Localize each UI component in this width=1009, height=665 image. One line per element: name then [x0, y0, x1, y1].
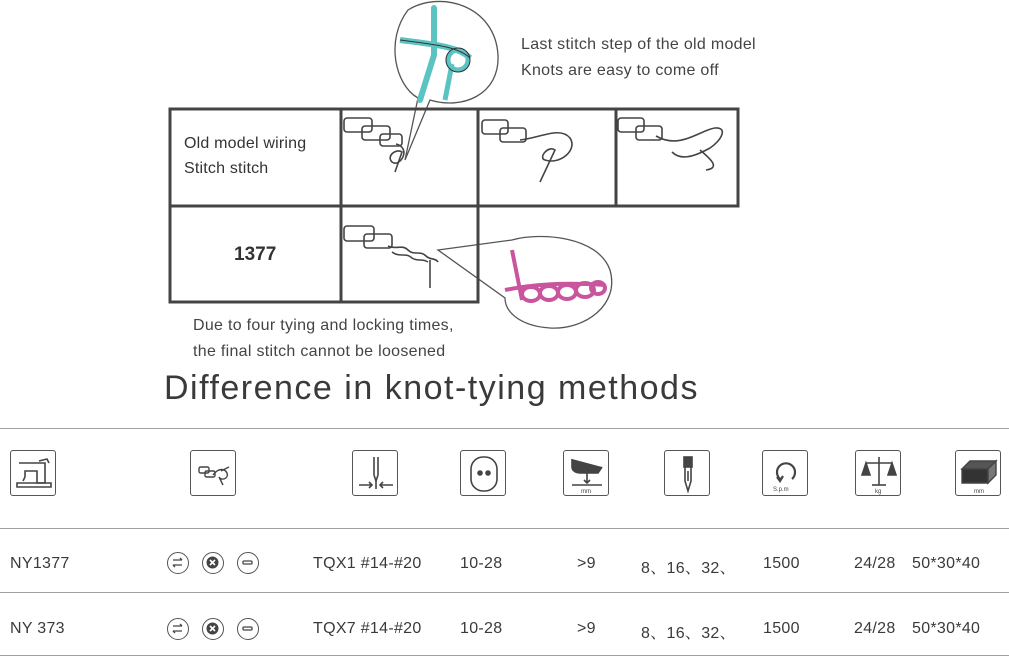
old-stitch-drawing-1	[344, 118, 404, 172]
needle-system: TQX7 #14-#20	[313, 620, 422, 637]
speed-unit: S.p.m	[773, 487, 789, 493]
model-name: NY 373	[10, 620, 65, 637]
minus-icon	[237, 618, 259, 640]
presser-foot-lift-icon	[563, 450, 609, 496]
old-model-label-line-2: Stitch stitch	[184, 160, 269, 177]
bobbin-icon	[460, 450, 506, 496]
spec-divider-header	[0, 528, 1009, 529]
needle-system-icon	[352, 450, 398, 496]
speed-icon	[762, 450, 808, 496]
speed-value: 1500	[763, 620, 800, 637]
old-stitch-drawing-2	[482, 120, 572, 182]
spec-divider-row	[0, 592, 1009, 593]
speed-value: 1500	[763, 555, 800, 572]
stitch-range: 10-28	[460, 555, 503, 572]
package-value: 50*30*40	[912, 555, 981, 572]
spec-divider-top	[0, 428, 1009, 429]
new-stitch-callout	[438, 236, 612, 328]
package-size-icon	[955, 450, 1001, 496]
needle-system: TQX1 #14-#20	[313, 555, 422, 572]
no-icon	[202, 618, 224, 640]
presser-foot-unit: mm	[581, 489, 591, 495]
callout-top-line-2: Knots are easy to come off	[521, 62, 719, 79]
weight-icon	[855, 450, 901, 496]
presser-lift: >9	[577, 555, 596, 572]
callout-top-text	[521, 32, 756, 84]
minus-icon	[237, 552, 259, 574]
stitch-type-icon	[190, 450, 236, 496]
bidirectional-icon	[167, 552, 189, 574]
stitch-range: 10-28	[460, 620, 503, 637]
sewing-machine-icon	[10, 450, 56, 496]
old-model-label-line-1: Old model wiring	[184, 135, 307, 152]
callout-bottom-line-1: Due to four tying and locking times,	[193, 317, 454, 334]
presser-lift: >9	[577, 620, 596, 637]
old-model-label	[184, 131, 306, 181]
callout-bottom-line-2: the final stitch cannot be loosened	[193, 343, 446, 360]
package-unit: mm	[974, 489, 984, 495]
old-stitch-drawing-3	[618, 118, 722, 170]
new-stitch-drawing	[344, 226, 438, 288]
needle-sizes: 8、16、32、	[641, 560, 736, 577]
page-title: Difference in knot-tying methods	[164, 369, 699, 407]
weight-value: 24/28	[854, 620, 896, 637]
needle-icon	[664, 450, 710, 496]
no-icon	[202, 552, 224, 574]
spec-divider-bottom	[0, 655, 1009, 656]
old-stitch-callout	[395, 1, 498, 160]
needle-sizes: 8、16、32、	[641, 625, 736, 642]
bidirectional-icon	[167, 618, 189, 640]
weight-unit: kg	[875, 489, 882, 495]
model-name: NY1377	[10, 555, 70, 572]
weight-value: 24/28	[854, 555, 896, 572]
new-model-label: 1377	[234, 244, 277, 265]
callout-bottom-text	[193, 313, 454, 365]
callout-top-line-1: Last stitch step of the old model	[521, 36, 756, 53]
package-value: 50*30*40	[912, 620, 981, 637]
